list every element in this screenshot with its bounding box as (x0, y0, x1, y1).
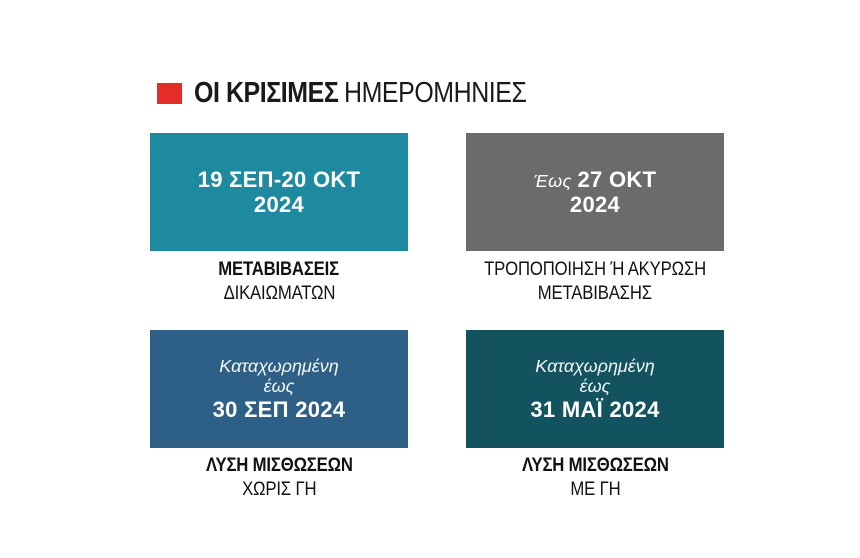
caption-lease-no-land (129, 454, 429, 502)
caption-amendment (445, 258, 745, 306)
card-date: 31 ΜΑΪ 2024 (530, 397, 660, 423)
card-date-range: 19 ΣΕΠ-20 ΟΚΤ (197, 166, 361, 192)
caption-bold: ΛΥΣΗ ΜΙΣΘΩΣΕΩΝ (521, 455, 669, 476)
card-until-label: έως (579, 376, 611, 397)
card-date: 30 ΣΕΠ 2024 (212, 397, 346, 423)
card-date: 27 ΟΚΤ (577, 166, 657, 192)
date-card-transfers (150, 133, 408, 251)
caption-bold: ΜΕΤΑΒΙΒΑΣΕΙΣ (218, 259, 340, 280)
caption-lease-with-land (445, 454, 745, 502)
red-square-icon (157, 83, 182, 104)
title-bold-text: ΟΙ ΚΡΙΣΙΜΕΣ (194, 76, 339, 109)
card-registered-label: Καταχωρημένη (219, 355, 339, 376)
date-card-amendment (466, 133, 724, 251)
caption-regular: ΜΕ ΓΗ (569, 479, 621, 500)
caption-regular-strong: ΤΡΟΠΟΠΟΙΗΣΗ Ή ΑΚΥΡΩΣΗ (484, 259, 706, 280)
caption-regular: ΧΩΡΙΣ ΓΗ (241, 479, 317, 500)
page-title (157, 76, 556, 110)
card-until-label: έως (263, 376, 295, 397)
date-card-lease-no-land (150, 330, 408, 448)
card-year: 2024 (569, 192, 621, 217)
caption-transfers (129, 258, 429, 306)
caption-regular: ΜΕΤΑΒΙΒΑΣΗΣ (537, 283, 653, 304)
date-card-lease-with-land (466, 330, 724, 448)
card-deadline (534, 167, 657, 192)
card-prefix: Έως (533, 170, 572, 191)
title-regular-text: ΗΜΕΡΟΜΗΝΙΕΣ (343, 76, 527, 109)
card-year: 2024 (253, 192, 305, 217)
card-registered-label: Καταχωρημένη (535, 355, 655, 376)
caption-regular: ΔΙΚΑΙΩΜΑΤΩΝ (223, 283, 335, 304)
caption-bold: ΛΥΣΗ ΜΙΣΘΩΣΕΩΝ (205, 455, 353, 476)
